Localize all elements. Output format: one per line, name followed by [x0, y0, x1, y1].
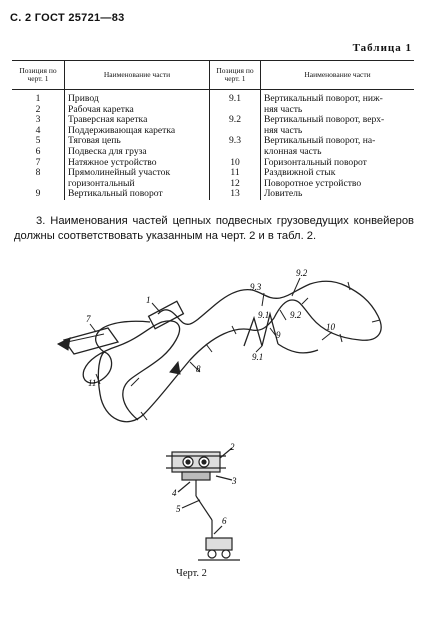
- cell-position-1: 4: [35, 124, 41, 136]
- cell-name-1: Натяжное устройство: [65, 158, 210, 169]
- label-9-1-lower: 9.1: [252, 352, 264, 362]
- cell-name-2: Вертикальный поворот, ниж-: [261, 90, 415, 105]
- label-6: 6: [222, 516, 227, 526]
- label-1: 1: [146, 295, 151, 305]
- figure-caption: Черт. 2: [176, 568, 207, 579]
- label-9-1-upper: 9.1: [258, 310, 270, 320]
- cell-position-1: 2: [35, 103, 41, 115]
- direction-arrow-track: [170, 362, 180, 374]
- cell-name-2: няя часть: [261, 126, 415, 137]
- cell-position-2: 13: [210, 189, 261, 200]
- cell-name-1: Поддерживающая каретка: [65, 126, 210, 137]
- cell-name-1: Привод: [65, 90, 210, 105]
- label-9-2: 9.2: [290, 310, 302, 320]
- cell-name-2: клонная часть: [261, 147, 415, 158]
- page-header: С. 2 ГОСТ 25721—83: [10, 12, 125, 24]
- cell-name-1: Траверсная каретка: [65, 115, 210, 126]
- cell-name-2: Вертикальный поворот, верх-: [261, 115, 415, 126]
- conveyor-track: [83, 281, 381, 421]
- cell-name-2: Поворотное устройство: [261, 179, 415, 190]
- cell-position-1: 8: [35, 167, 41, 179]
- col-header-name-2: Наименование части: [261, 61, 415, 90]
- cell-position-2: 12: [210, 179, 261, 190]
- label-9: 9: [276, 330, 281, 340]
- paragraph-3: 3. Наименования частей цепных подвесных грузоведущих конвейеров должны соответствовать указанным на черт. 2 и в табл. 2.: [14, 215, 414, 242]
- cell-name-2: Ловитель: [261, 189, 415, 200]
- label-2: 2: [230, 442, 235, 452]
- cell-name-2: няя часть: [261, 105, 415, 116]
- cell-position-2: 10: [210, 158, 261, 169]
- cell-name-1: Рабочая каретка: [65, 105, 210, 116]
- cell-position-1: 3: [35, 114, 41, 126]
- col-header-position-2: Позиция по черт. 1: [210, 61, 261, 90]
- label-4: 4: [172, 488, 177, 498]
- cell-name-1: Вертикальный поворот: [65, 189, 210, 200]
- label-7: 7: [86, 314, 91, 324]
- cell-name-1: Прямолинейный участок: [65, 168, 210, 179]
- cell-position-2: 9.1: [210, 90, 261, 105]
- cell-name-2: Раздвижной стык: [261, 168, 415, 179]
- cell-position-1: 9: [35, 188, 41, 200]
- cell-name-1: Тяговая цепь: [65, 136, 210, 147]
- cell-position-1: 5: [35, 135, 41, 147]
- cell-name-1: горизонтальный: [65, 179, 210, 190]
- cell-position-1: 7: [35, 156, 41, 168]
- label-3: 3: [232, 476, 237, 486]
- cell-position-2: 9.2: [210, 115, 261, 126]
- label-8: 8: [196, 364, 201, 374]
- label-9-2-top: 9.2: [296, 268, 308, 278]
- table-caption: Таблица 1: [352, 42, 412, 54]
- cell-position-2: 9.3: [210, 136, 261, 147]
- label-9-3: 9.3: [250, 282, 262, 292]
- cell-position-1: 1: [35, 93, 41, 104]
- cell-name-1: Подвеска для груза: [65, 147, 210, 158]
- label-11: 11: [88, 378, 97, 388]
- label-10: 10: [326, 322, 335, 332]
- cell-position-1: 6: [35, 145, 41, 157]
- cell-name-2: Вертикальный поворот, на-: [261, 136, 415, 147]
- cell-name-2: Горизонтальный поворот: [261, 158, 415, 169]
- col-header-name-1: Наименование части: [65, 61, 210, 90]
- cell-position-2: 11: [210, 168, 261, 179]
- col-header-position-1: Позиция по черт. 1: [12, 61, 65, 90]
- label-5: 5: [176, 504, 181, 514]
